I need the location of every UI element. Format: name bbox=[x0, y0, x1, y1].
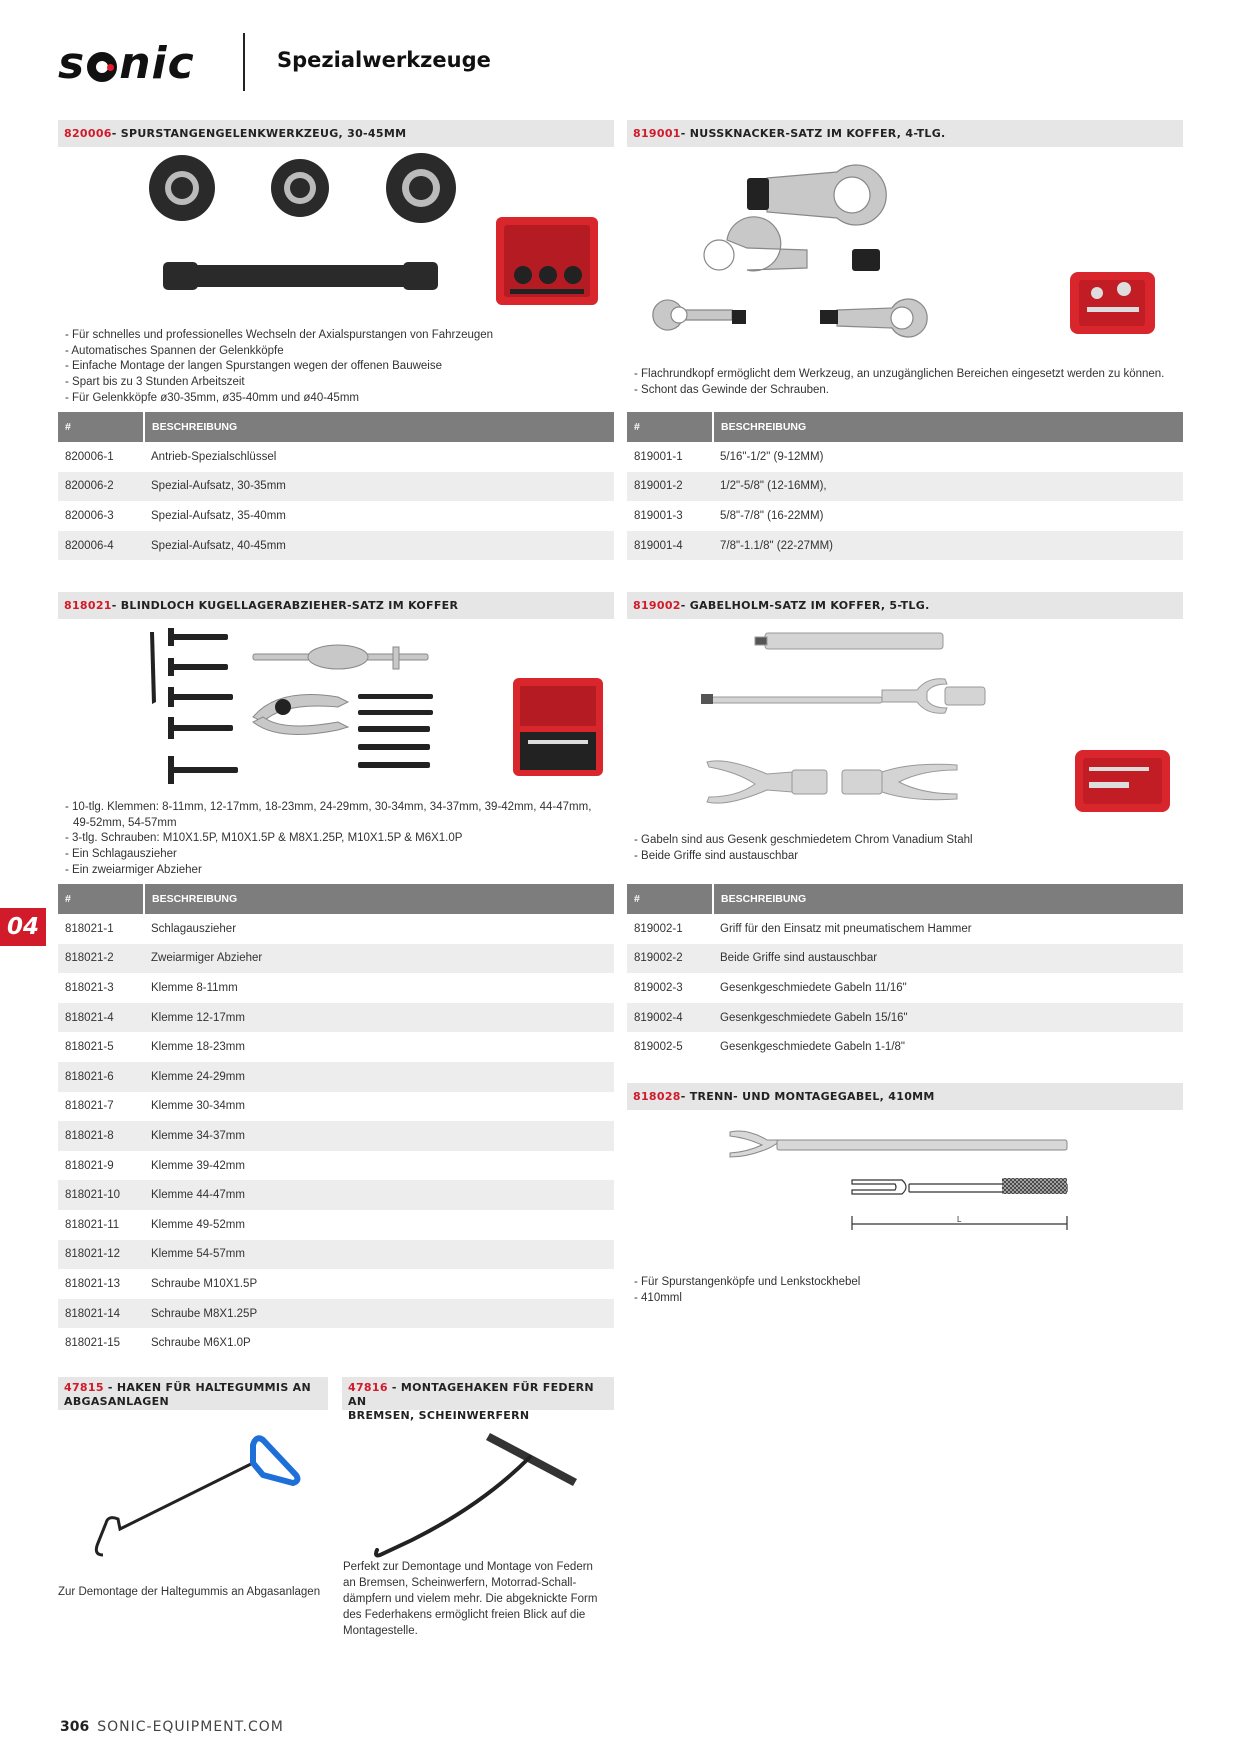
feature-item: - 410mml bbox=[634, 1291, 682, 1304]
feature-item: - Flachrundkopf ermöglicht dem Werkzeug, an unzugänglichen Bereichen eingesetzt werden zu können. bbox=[634, 368, 1165, 380]
table-row bbox=[627, 1032, 1183, 1062]
part-description: 5/8"-7/8" (16-22MM) bbox=[713, 501, 1183, 531]
part-number: 820006-4 bbox=[58, 531, 144, 561]
product-image-47816 bbox=[342, 1415, 614, 1565]
product-title: - SPURSTANGENGELENKWERKZEUG, 30-45MM bbox=[111, 127, 407, 140]
table-row bbox=[627, 472, 1183, 502]
table-row bbox=[58, 914, 614, 944]
feature-item: - 10-tlg. Klemmen: 8-11mm, 12-17mm, 18-23mm, 24-29mm, 30-34mm, 34-37mm, 39-42mm, 44-47mm, bbox=[65, 801, 592, 813]
product-description-47816 bbox=[343, 1559, 597, 1639]
part-description: Klemme 24-29mm bbox=[144, 1062, 614, 1092]
part-number: 818021-7 bbox=[58, 1092, 144, 1122]
part-number: 820006-2 bbox=[58, 472, 144, 502]
part-number: 818021-15 bbox=[58, 1328, 144, 1358]
description-line: Montagestelle. bbox=[343, 1625, 418, 1637]
table-row bbox=[58, 501, 614, 531]
parts-table-818021 bbox=[58, 884, 614, 1358]
part-number: 818021-14 bbox=[58, 1299, 144, 1329]
col-number: # bbox=[58, 884, 144, 914]
section-header-47816 bbox=[342, 1377, 614, 1422]
part-number: 818021-1 bbox=[58, 914, 144, 944]
feature-list-818021 bbox=[65, 800, 591, 879]
table-row bbox=[58, 1092, 614, 1122]
product-title-line2: BREMSEN, SCHEINWERFERN bbox=[348, 1409, 530, 1422]
section-header-819002 bbox=[627, 592, 1183, 619]
table-row bbox=[627, 973, 1183, 1003]
product-title: - TRENN- UND MONTAGEGABEL, 410MM bbox=[680, 1090, 935, 1103]
website: SONIC-EQUIPMENT.COM bbox=[97, 1719, 284, 1735]
product-image-818021 bbox=[58, 622, 614, 794]
description-line: Perfekt zur Demontage und Montage von Federn bbox=[343, 1561, 593, 1573]
table-row bbox=[58, 1003, 614, 1033]
description-line: des Federhakens ermöglicht freien Blick auf die bbox=[343, 1609, 586, 1621]
product-title-line1: - MONTAGEHAKEN FÜR FEDERN AN bbox=[348, 1381, 594, 1408]
part-number: 818021-2 bbox=[58, 944, 144, 974]
part-description: Klemme 12-17mm bbox=[144, 1003, 614, 1033]
logo-letter-s: s bbox=[58, 38, 86, 89]
parts-table-820006 bbox=[58, 412, 614, 560]
product-title: - GABELHOLM-SATZ IM KOFFER, 5-TLG. bbox=[680, 599, 930, 612]
table-header-row bbox=[58, 884, 614, 914]
table-row bbox=[58, 1180, 614, 1210]
table-row bbox=[58, 944, 614, 974]
col-description: BESCHREIBUNG bbox=[144, 412, 614, 442]
product-title-line1: - HAKEN FÜR HALTEGUMMIS AN bbox=[103, 1381, 311, 1394]
part-description: Klemme 54-57mm bbox=[144, 1240, 614, 1270]
feature-item: - Spart bis zu 3 Stunden Arbeitszeit bbox=[65, 376, 245, 389]
table-row bbox=[58, 1299, 614, 1329]
part-number: 820006-3 bbox=[58, 501, 144, 531]
section-header-819001 bbox=[627, 120, 1183, 147]
page-footer bbox=[60, 1719, 284, 1735]
product-image-819002 bbox=[627, 622, 1183, 822]
table-row bbox=[58, 1328, 614, 1358]
logo-ring bbox=[87, 52, 117, 82]
feature-item: - Für Spurstangenköpfe und Lenkstockhebel bbox=[634, 1276, 861, 1288]
part-description: 7/8"-1.1/8" (22-27MM) bbox=[713, 531, 1183, 561]
feature-item: - Beide Griffe sind austauschbar bbox=[634, 849, 799, 862]
part-description: Klemme 44-47mm bbox=[144, 1180, 614, 1210]
part-number: 818021-4 bbox=[58, 1003, 144, 1033]
product-title: - NUSSKNACKER-SATZ IM KOFFER, 4-TLG. bbox=[680, 127, 946, 140]
table-row bbox=[58, 1062, 614, 1092]
feature-list-819001 bbox=[634, 367, 1164, 398]
part-number: 818021-12 bbox=[58, 1240, 144, 1270]
table-row bbox=[58, 531, 614, 561]
part-number: 818021-10 bbox=[58, 1180, 144, 1210]
part-number: 818021-11 bbox=[58, 1210, 144, 1240]
product-code: 818028 bbox=[633, 1090, 681, 1103]
page-title: Spezialwerkzeuge bbox=[277, 48, 491, 72]
feature-item: - Für Gelenkköpfe ø30-35mm, ø35-40mm und ø40-45mm bbox=[65, 391, 359, 404]
part-number: 819002-4 bbox=[627, 1003, 713, 1033]
part-number: 818021-13 bbox=[58, 1269, 144, 1299]
table-row bbox=[58, 1121, 614, 1151]
part-description: Schlagauszieher bbox=[144, 914, 614, 944]
part-description: Gesenkgeschmiedete Gabeln 11/16" bbox=[713, 973, 1183, 1003]
table-header-row bbox=[58, 412, 614, 442]
part-description: Klemme 18-23mm bbox=[144, 1032, 614, 1062]
part-description: Schraube M10X1.5P bbox=[144, 1269, 614, 1299]
feature-list-820006 bbox=[65, 328, 493, 407]
table-row bbox=[627, 914, 1183, 944]
feature-list-819002 bbox=[634, 833, 973, 864]
part-description: Schraube M6X1.0P bbox=[144, 1328, 614, 1358]
product-title-line2: ABGASANLAGEN bbox=[64, 1395, 169, 1408]
table-row bbox=[58, 1151, 614, 1181]
part-description: Klemme 39-42mm bbox=[144, 1151, 614, 1181]
part-number: 818021-6 bbox=[58, 1062, 144, 1092]
part-description: Klemme 8-11mm bbox=[144, 973, 614, 1003]
table-row bbox=[58, 1032, 614, 1062]
feature-item: - Automatisches Spannen der Gelenkköpfe bbox=[65, 344, 284, 357]
product-image-819001 bbox=[627, 150, 1183, 340]
col-description: BESCHREIBUNG bbox=[713, 884, 1183, 914]
page-number: 306 bbox=[60, 1719, 90, 1735]
parts-table-819001 bbox=[627, 412, 1183, 560]
part-number: 820006-1 bbox=[58, 442, 144, 472]
section-header-47815 bbox=[58, 1377, 328, 1410]
feature-item: - Für schnelles und professionelles Wechseln der Axialspurstangen von Fahrzeugen bbox=[65, 329, 494, 341]
header-divider bbox=[243, 33, 245, 91]
dimension-label: L bbox=[957, 1215, 962, 1224]
feature-item: - Ein Schlagauszieher bbox=[65, 848, 177, 861]
part-description: Gesenkgeschmiedete Gabeln 1-1/8" bbox=[713, 1032, 1183, 1062]
product-code: 819002 bbox=[633, 599, 681, 612]
part-description: Spezial-Aufsatz, 30-35mm bbox=[144, 472, 614, 502]
part-description: Griff für den Einsatz mit pneumatischem Hammer bbox=[713, 914, 1183, 944]
logo-letters-nic: nic bbox=[119, 38, 195, 89]
feature-item: - Gabeln sind aus Gesenk geschmiedetem Chrom Vanadium Stahl bbox=[634, 834, 973, 846]
table-header-row bbox=[627, 884, 1183, 914]
part-description: Beide Griffe sind austauschbar bbox=[713, 944, 1183, 974]
part-number: 818021-8 bbox=[58, 1121, 144, 1151]
part-number: 819001-3 bbox=[627, 501, 713, 531]
part-description: 1/2"-5/8" (12-16MM), bbox=[713, 472, 1183, 502]
parts-table-819002 bbox=[627, 884, 1183, 1062]
part-description: Gesenkgeschmiedete Gabeln 15/16" bbox=[713, 1003, 1183, 1033]
product-code: 820006 bbox=[64, 127, 112, 140]
section-header-820006 bbox=[58, 120, 614, 147]
part-number: 819002-5 bbox=[627, 1032, 713, 1062]
table-row bbox=[627, 501, 1183, 531]
product-image-818028 bbox=[627, 1112, 1183, 1242]
table-row bbox=[58, 442, 614, 472]
description-line: dämpfern und vielem mehr. Die abgeknickte Form bbox=[343, 1593, 598, 1605]
feature-item: 49-52mm, 54-57mm bbox=[73, 816, 177, 829]
part-number: 819001-4 bbox=[627, 531, 713, 561]
table-row bbox=[58, 973, 614, 1003]
product-image-820006 bbox=[58, 150, 614, 330]
col-description: BESCHREIBUNG bbox=[713, 412, 1183, 442]
product-image-47815 bbox=[58, 1415, 328, 1575]
part-description: Klemme 49-52mm bbox=[144, 1210, 614, 1240]
col-number: # bbox=[627, 412, 713, 442]
product-code: 819001 bbox=[633, 127, 681, 140]
part-description: Antrieb-Spezialschlüssel bbox=[144, 442, 614, 472]
product-code: 47815 bbox=[64, 1381, 104, 1394]
table-row bbox=[627, 944, 1183, 974]
part-description: Klemme 34-37mm bbox=[144, 1121, 614, 1151]
col-number: # bbox=[627, 884, 713, 914]
part-number: 819001-2 bbox=[627, 472, 713, 502]
part-number: 818021-9 bbox=[58, 1151, 144, 1181]
sonic-logo bbox=[58, 38, 195, 89]
table-row bbox=[58, 1240, 614, 1270]
product-description-47815: Zur Demontage der Haltegummis an Abgasanlagen bbox=[58, 1586, 321, 1598]
part-description: Zweiarmiger Abzieher bbox=[144, 944, 614, 974]
part-number: 818021-3 bbox=[58, 973, 144, 1003]
table-row bbox=[627, 442, 1183, 472]
feature-item: - Ein zweiarmiger Abzieher bbox=[65, 863, 202, 876]
section-header-818021 bbox=[58, 592, 614, 619]
feature-list-818028 bbox=[634, 1275, 860, 1306]
section-header-818028 bbox=[627, 1083, 1183, 1110]
part-description: Klemme 30-34mm bbox=[144, 1092, 614, 1122]
description-line: an Bremsen, Scheinwerfern, Motorrad-Schall- bbox=[343, 1577, 577, 1589]
table-row bbox=[58, 472, 614, 502]
table-header-row bbox=[627, 412, 1183, 442]
part-number: 818021-5 bbox=[58, 1032, 144, 1062]
table-row bbox=[627, 531, 1183, 561]
chapter-tab: 04 bbox=[0, 908, 46, 946]
feature-item: - Schont das Gewinde der Schrauben. bbox=[634, 383, 829, 396]
part-number: 819001-1 bbox=[627, 442, 713, 472]
header-text bbox=[64, 1381, 311, 1409]
part-description: Spezial-Aufsatz, 40-45mm bbox=[144, 531, 614, 561]
part-number: 819002-1 bbox=[627, 914, 713, 944]
part-description: Schraube M8X1.25P bbox=[144, 1299, 614, 1329]
table-row bbox=[58, 1269, 614, 1299]
part-number: 819002-3 bbox=[627, 973, 713, 1003]
part-number: 819002-2 bbox=[627, 944, 713, 974]
product-code: 47816 bbox=[348, 1381, 388, 1394]
part-description: Spezial-Aufsatz, 35-40mm bbox=[144, 501, 614, 531]
part-description: 5/16"-1/2" (9-12MM) bbox=[713, 442, 1183, 472]
col-number: # bbox=[58, 412, 144, 442]
feature-item: - Einfache Montage der langen Spurstangen wegen der offenen Bauweise bbox=[65, 360, 442, 373]
table-row bbox=[627, 1003, 1183, 1033]
col-description: BESCHREIBUNG bbox=[144, 884, 614, 914]
table-row bbox=[58, 1210, 614, 1240]
feature-item: - 3-tlg. Schrauben: M10X1.5P, M10X1.5P & M8X1.25P, M10X1.5P & M6X1.0P bbox=[65, 832, 463, 845]
product-title: - BLINDLOCH KUGELLAGERABZIEHER-SATZ IM KOFFER bbox=[111, 599, 459, 612]
product-code: 818021 bbox=[64, 599, 112, 612]
